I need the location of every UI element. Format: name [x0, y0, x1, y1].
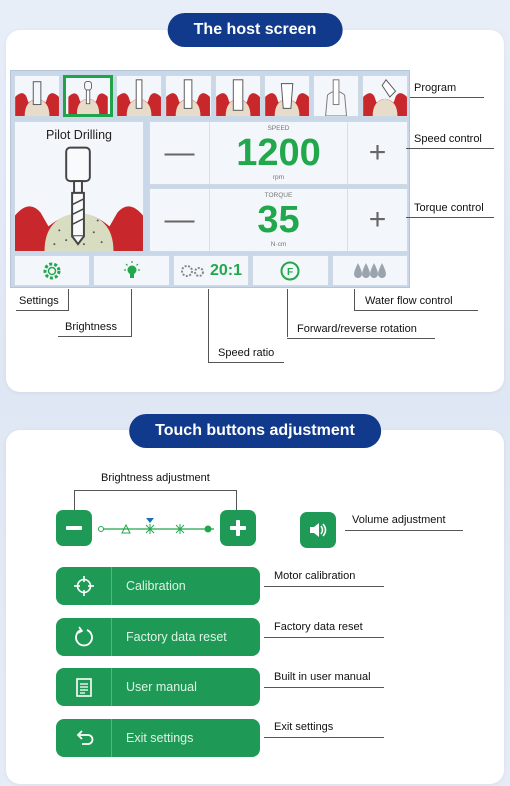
callout-ratio-line [208, 362, 284, 363]
volume-line [345, 530, 463, 531]
torque-value: 35 [257, 199, 300, 241]
speed-control [149, 121, 408, 185]
torque-minus-button[interactable]: — [150, 189, 210, 251]
brightness-slider-track[interactable] [96, 516, 218, 540]
program-tile-3[interactable] [116, 75, 162, 117]
settings-button[interactable] [14, 255, 90, 286]
host-screen-title: The host screen [168, 13, 343, 47]
callout-brightness: Brightness [65, 321, 117, 333]
exit-icon-wrap [56, 719, 112, 757]
exit-settings-callout: Exit settings [274, 721, 334, 733]
speed-minus-button[interactable]: — [150, 122, 210, 184]
torque-caption: TORQUE [264, 192, 293, 199]
gears-icon [180, 263, 206, 279]
callout-settings: Settings [19, 295, 59, 307]
svg-text:F: F [287, 266, 294, 278]
reset-icon-wrap [56, 618, 112, 656]
brightness-minus-button[interactable] [56, 510, 92, 546]
program-tile-7[interactable] [313, 75, 359, 117]
bracket-top [74, 490, 236, 491]
callout-settings-line [16, 310, 69, 311]
program-tile-2-selected[interactable] [63, 75, 113, 117]
callout-brightness-vline [131, 289, 132, 337]
torque-unit: N·cm [270, 241, 287, 248]
exit-settings-label: Exit settings [126, 731, 194, 745]
program-tile-1[interactable] [14, 75, 60, 117]
brightness-adjustment-label: Brightness adjustment [101, 472, 210, 484]
callout-torque-line [406, 217, 494, 218]
user-manual-line [264, 687, 384, 688]
callout-speed-control: Speed control [414, 133, 482, 145]
pilot-drilling-panel [14, 121, 144, 252]
reset-icon [73, 626, 95, 648]
motor-calibration-line [264, 586, 384, 587]
speed-ratio-button[interactable] [173, 255, 249, 286]
bulb-icon [121, 260, 143, 282]
gear-icon [41, 260, 63, 282]
callout-program: Program [414, 82, 457, 94]
program-tile-8[interactable] [362, 75, 408, 117]
back-arrow-icon [73, 727, 95, 749]
water-flow-button[interactable] [332, 255, 408, 286]
calibration-label: Calibration [126, 579, 186, 593]
manual-icon-wrap [56, 668, 112, 706]
motor-calibration-callout: Motor calibration [274, 570, 356, 582]
callout-water-line [354, 310, 478, 311]
brightness-plus-button[interactable] [220, 510, 256, 546]
program-tile-5[interactable] [215, 75, 261, 117]
user-manual-button[interactable] [56, 668, 260, 706]
speed-caption: SPEED [267, 125, 290, 132]
rotation-f-icon [279, 260, 301, 282]
screen-bottom-row [14, 255, 408, 286]
callout-brightness-line [58, 336, 132, 337]
forward-reverse-button[interactable] [252, 255, 328, 286]
bracket-left [74, 490, 75, 510]
speed-unit: rpm [272, 174, 285, 181]
speaker-icon [307, 519, 329, 541]
callout-program-line [410, 97, 484, 98]
touch-title: Touch buttons adjustment [129, 414, 381, 448]
crosshair-icon [73, 575, 95, 597]
program-tile-4[interactable] [165, 75, 211, 117]
callout-water-vline [354, 289, 355, 311]
callout-settings-vline [68, 289, 69, 311]
exit-settings-line [264, 737, 384, 738]
drill-illustration-icon [15, 122, 143, 251]
speed-value: 1200 [236, 132, 321, 174]
callout-torque-control: Torque control [414, 202, 484, 214]
callout-forward-line [287, 338, 435, 339]
water-drops-icon [353, 261, 387, 281]
volume-button[interactable] [300, 512, 336, 548]
calibration-icon-wrap [56, 567, 112, 605]
factory-reset-callout: Factory data reset [274, 621, 363, 633]
user-manual-label: User manual [126, 680, 197, 694]
factory-reset-label: Factory data reset [126, 630, 227, 644]
calibration-button[interactable] [56, 567, 260, 605]
callout-forward-vline [287, 289, 288, 337]
user-manual-callout: Built in user manual [274, 671, 371, 683]
bracket-right [236, 490, 237, 510]
speed-ratio-value: 20:1 [210, 261, 243, 279]
program-row [14, 75, 408, 117]
program-tile-6[interactable] [264, 75, 310, 117]
callout-speed-line [406, 148, 494, 149]
callout-forward-reverse: Forward/reverse rotation [297, 323, 417, 335]
callout-speed-ratio: Speed ratio [218, 347, 275, 359]
callout-ratio-vline [208, 289, 209, 363]
device-screen [10, 70, 410, 288]
pilot-title: Pilot Drilling [46, 128, 112, 142]
factory-reset-button[interactable] [56, 618, 260, 656]
minus-icon [63, 517, 85, 539]
torque-plus-button[interactable]: + [347, 189, 407, 251]
brightness-button[interactable] [93, 255, 169, 286]
factory-reset-line [264, 637, 384, 638]
torque-control [149, 188, 408, 252]
callout-water-flow: Water flow control [365, 295, 453, 307]
plus-icon [227, 517, 249, 539]
manual-icon [73, 676, 95, 698]
exit-settings-button[interactable] [56, 719, 260, 757]
speed-plus-button[interactable]: + [347, 122, 407, 184]
volume-adjustment-label: Volume adjustment [352, 514, 446, 526]
